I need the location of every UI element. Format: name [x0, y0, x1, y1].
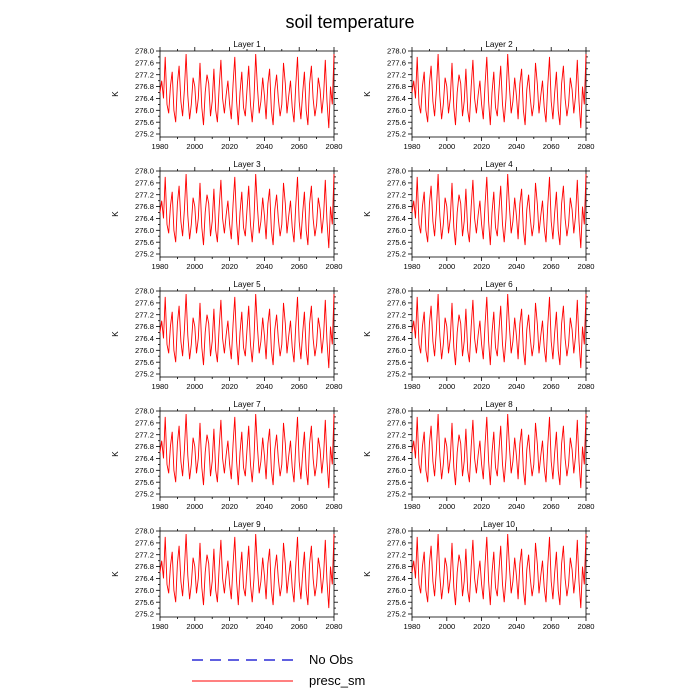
svg-text:276.0: 276.0: [134, 465, 154, 475]
chart-panel-svg: [356, 398, 596, 518]
svg-text:278.0: 278.0: [134, 526, 154, 536]
svg-text:277.2: 277.2: [386, 70, 406, 80]
svg-text:K: K: [111, 451, 120, 457]
svg-text:1980: 1980: [151, 142, 169, 151]
svg-text:2000: 2000: [438, 262, 456, 271]
svg-text:1980: 1980: [403, 502, 421, 511]
svg-text:275.6: 275.6: [386, 597, 406, 607]
svg-text:2080: 2080: [325, 262, 343, 271]
svg-text:2040: 2040: [255, 142, 273, 151]
svg-text:2020: 2020: [473, 142, 491, 151]
svg-text:276.0: 276.0: [386, 105, 406, 115]
svg-text:2060: 2060: [290, 382, 308, 391]
svg-text:2000: 2000: [438, 142, 456, 151]
svg-text:278.0: 278.0: [134, 46, 154, 56]
svg-text:1980: 1980: [151, 622, 169, 631]
svg-text:275.6: 275.6: [134, 357, 154, 367]
svg-text:278.0: 278.0: [386, 286, 406, 296]
svg-text:2040: 2040: [255, 382, 273, 391]
svg-text:2080: 2080: [577, 262, 595, 271]
svg-text:2020: 2020: [473, 262, 491, 271]
svg-text:K: K: [111, 91, 120, 97]
svg-text:275.6: 275.6: [134, 477, 154, 487]
svg-text:K: K: [363, 211, 372, 217]
svg-text:276.0: 276.0: [134, 585, 154, 595]
svg-text:K: K: [363, 571, 372, 577]
chart-panel-layer-8: [356, 398, 596, 518]
svg-text:Layer 1: Layer 1: [233, 40, 261, 49]
chart-panel-layer-6: [356, 278, 596, 398]
legend-label-presc-sm: presc_sm: [309, 673, 366, 688]
svg-text:1980: 1980: [151, 382, 169, 391]
chart-panel-svg: [104, 278, 344, 398]
svg-text:2020: 2020: [473, 382, 491, 391]
svg-text:276.4: 276.4: [134, 454, 154, 463]
svg-text:278.0: 278.0: [386, 526, 406, 536]
svg-text:2080: 2080: [577, 382, 595, 391]
chart-panel-svg: [356, 518, 596, 638]
svg-text:278.0: 278.0: [386, 166, 406, 176]
svg-text:2040: 2040: [507, 502, 525, 511]
svg-text:2000: 2000: [438, 382, 456, 391]
svg-text:1980: 1980: [151, 262, 169, 271]
svg-text:278.0: 278.0: [386, 46, 406, 56]
chart-panel-svg: [356, 158, 596, 278]
no-obs-line-swatch: [190, 655, 295, 665]
svg-text:2080: 2080: [577, 622, 595, 631]
svg-text:2080: 2080: [325, 622, 343, 631]
chart-panel-layer-3: [104, 158, 344, 278]
svg-text:2020: 2020: [473, 622, 491, 631]
svg-text:2040: 2040: [507, 622, 525, 631]
svg-text:276.0: 276.0: [386, 585, 406, 595]
panels-grid: [0, 38, 700, 638]
chart-panel-svg: [356, 278, 596, 398]
svg-text:2040: 2040: [507, 142, 525, 151]
svg-text:277.6: 277.6: [386, 58, 406, 68]
svg-text:2060: 2060: [290, 142, 308, 151]
svg-text:275.2: 275.2: [134, 129, 154, 139]
svg-text:277.2: 277.2: [386, 550, 406, 560]
svg-text:276.8: 276.8: [386, 562, 406, 572]
legend: [190, 652, 510, 688]
svg-text:Layer 5: Layer 5: [233, 280, 261, 289]
svg-text:277.2: 277.2: [134, 70, 154, 80]
svg-text:277.2: 277.2: [386, 310, 406, 320]
svg-text:276.8: 276.8: [386, 442, 406, 452]
svg-text:277.6: 277.6: [386, 178, 406, 188]
page-title: soil temperature: [285, 12, 415, 32]
svg-text:2000: 2000: [186, 142, 204, 151]
svg-text:275.2: 275.2: [386, 249, 406, 259]
svg-text:277.6: 277.6: [134, 538, 154, 548]
svg-text:Layer 8: Layer 8: [485, 400, 513, 409]
chart-panel-layer-4: [356, 158, 596, 278]
svg-text:2080: 2080: [577, 502, 595, 511]
svg-text:278.0: 278.0: [386, 406, 406, 416]
svg-text:276.0: 276.0: [386, 465, 406, 475]
svg-text:2000: 2000: [438, 622, 456, 631]
svg-text:2020: 2020: [221, 622, 239, 631]
svg-text:275.2: 275.2: [134, 369, 154, 379]
svg-text:276.4: 276.4: [386, 454, 406, 463]
svg-text:2080: 2080: [577, 142, 595, 151]
svg-text:276.8: 276.8: [134, 82, 154, 92]
chart-panel-layer-2: [356, 38, 596, 158]
chart-panel-svg: [356, 38, 596, 158]
svg-text:1980: 1980: [403, 262, 421, 271]
svg-text:277.2: 277.2: [134, 550, 154, 560]
svg-text:2040: 2040: [255, 622, 273, 631]
svg-text:2020: 2020: [221, 502, 239, 511]
svg-text:2020: 2020: [221, 262, 239, 271]
svg-text:Layer 2: Layer 2: [485, 40, 513, 49]
legend-item-presc-sm: [190, 673, 510, 688]
svg-text:278.0: 278.0: [134, 166, 154, 176]
svg-text:Layer 6: Layer 6: [485, 280, 513, 289]
svg-text:276.4: 276.4: [386, 574, 406, 583]
svg-text:275.2: 275.2: [386, 489, 406, 499]
svg-text:276.4: 276.4: [134, 94, 154, 103]
svg-text:276.4: 276.4: [386, 334, 406, 343]
chart-panel-layer-9: [104, 518, 344, 638]
svg-text:275.2: 275.2: [134, 489, 154, 499]
svg-text:K: K: [363, 91, 372, 97]
chart-panel-svg: [104, 398, 344, 518]
chart-panel-layer-7: [104, 398, 344, 518]
svg-text:1980: 1980: [403, 622, 421, 631]
svg-text:276.8: 276.8: [134, 202, 154, 212]
legend-item-no-obs: [190, 652, 510, 667]
svg-text:2060: 2060: [290, 622, 308, 631]
svg-text:K: K: [111, 211, 120, 217]
chart-panel-layer-5: [104, 278, 344, 398]
svg-text:275.2: 275.2: [386, 609, 406, 619]
svg-text:2060: 2060: [542, 622, 560, 631]
svg-text:2080: 2080: [325, 142, 343, 151]
svg-text:Layer 7: Layer 7: [233, 400, 261, 409]
svg-text:275.6: 275.6: [386, 477, 406, 487]
svg-text:278.0: 278.0: [134, 286, 154, 296]
svg-text:276.0: 276.0: [134, 105, 154, 115]
svg-text:1980: 1980: [403, 382, 421, 391]
svg-text:275.2: 275.2: [386, 369, 406, 379]
svg-text:2000: 2000: [186, 262, 204, 271]
svg-text:276.8: 276.8: [134, 322, 154, 332]
svg-text:275.6: 275.6: [134, 117, 154, 127]
svg-text:277.6: 277.6: [134, 58, 154, 68]
svg-text:K: K: [111, 331, 120, 337]
svg-text:2060: 2060: [542, 502, 560, 511]
svg-text:277.6: 277.6: [386, 418, 406, 428]
svg-text:Layer 9: Layer 9: [233, 520, 261, 529]
svg-text:276.8: 276.8: [134, 442, 154, 452]
svg-text:K: K: [111, 571, 120, 577]
svg-text:2080: 2080: [325, 502, 343, 511]
svg-text:2020: 2020: [221, 142, 239, 151]
svg-text:277.2: 277.2: [386, 430, 406, 440]
svg-text:278.0: 278.0: [134, 406, 154, 416]
svg-text:275.6: 275.6: [134, 237, 154, 247]
svg-text:276.8: 276.8: [386, 322, 406, 332]
svg-text:275.6: 275.6: [134, 597, 154, 607]
chart-panel-layer-10: [356, 518, 596, 638]
svg-text:277.2: 277.2: [134, 310, 154, 320]
svg-text:276.4: 276.4: [134, 574, 154, 583]
svg-text:277.2: 277.2: [134, 430, 154, 440]
svg-text:2000: 2000: [186, 502, 204, 511]
svg-text:276.4: 276.4: [386, 94, 406, 103]
svg-text:276.0: 276.0: [386, 225, 406, 235]
svg-text:277.6: 277.6: [386, 298, 406, 308]
svg-text:276.8: 276.8: [386, 82, 406, 92]
svg-text:K: K: [363, 451, 372, 457]
legend-label-no-obs: No Obs: [309, 652, 354, 667]
svg-text:275.6: 275.6: [386, 117, 406, 127]
svg-text:2060: 2060: [542, 142, 560, 151]
svg-text:276.4: 276.4: [134, 334, 154, 343]
svg-text:2060: 2060: [542, 382, 560, 391]
svg-text:276.0: 276.0: [134, 345, 154, 355]
svg-text:276.8: 276.8: [134, 562, 154, 572]
svg-text:275.2: 275.2: [386, 129, 406, 139]
svg-text:276.4: 276.4: [134, 214, 154, 223]
svg-text:275.2: 275.2: [134, 249, 154, 259]
svg-text:1980: 1980: [403, 142, 421, 151]
svg-text:2000: 2000: [186, 382, 204, 391]
chart-panel-layer-1: [104, 38, 344, 158]
svg-text:277.6: 277.6: [134, 298, 154, 308]
svg-text:2040: 2040: [255, 502, 273, 511]
svg-text:Layer 4: Layer 4: [485, 160, 513, 169]
svg-text:2040: 2040: [507, 382, 525, 391]
svg-text:277.6: 277.6: [134, 418, 154, 428]
svg-text:276.4: 276.4: [386, 214, 406, 223]
svg-text:2020: 2020: [473, 502, 491, 511]
svg-text:2080: 2080: [325, 382, 343, 391]
svg-text:2000: 2000: [186, 622, 204, 631]
svg-text:2020: 2020: [221, 382, 239, 391]
svg-text:277.6: 277.6: [386, 538, 406, 548]
svg-text:275.6: 275.6: [386, 357, 406, 367]
svg-text:276.0: 276.0: [134, 225, 154, 235]
svg-text:2060: 2060: [290, 262, 308, 271]
svg-text:276.0: 276.0: [386, 345, 406, 355]
svg-text:275.2: 275.2: [134, 609, 154, 619]
svg-text:277.2: 277.2: [386, 190, 406, 200]
svg-text:276.8: 276.8: [386, 202, 406, 212]
chart-panel-svg: [104, 518, 344, 638]
svg-text:2060: 2060: [290, 502, 308, 511]
svg-text:K: K: [363, 331, 372, 337]
svg-text:2040: 2040: [507, 262, 525, 271]
svg-text:2040: 2040: [255, 262, 273, 271]
chart-panel-svg: [104, 38, 344, 158]
svg-text:2060: 2060: [542, 262, 560, 271]
svg-text:Layer 10: Layer 10: [483, 520, 515, 529]
svg-text:2000: 2000: [438, 502, 456, 511]
svg-text:1980: 1980: [151, 502, 169, 511]
svg-text:275.6: 275.6: [386, 237, 406, 247]
presc-sm-line-swatch: [190, 676, 295, 686]
svg-text:Layer 3: Layer 3: [233, 160, 261, 169]
svg-text:277.6: 277.6: [134, 178, 154, 188]
svg-text:277.2: 277.2: [134, 190, 154, 200]
chart-panel-svg: [104, 158, 344, 278]
